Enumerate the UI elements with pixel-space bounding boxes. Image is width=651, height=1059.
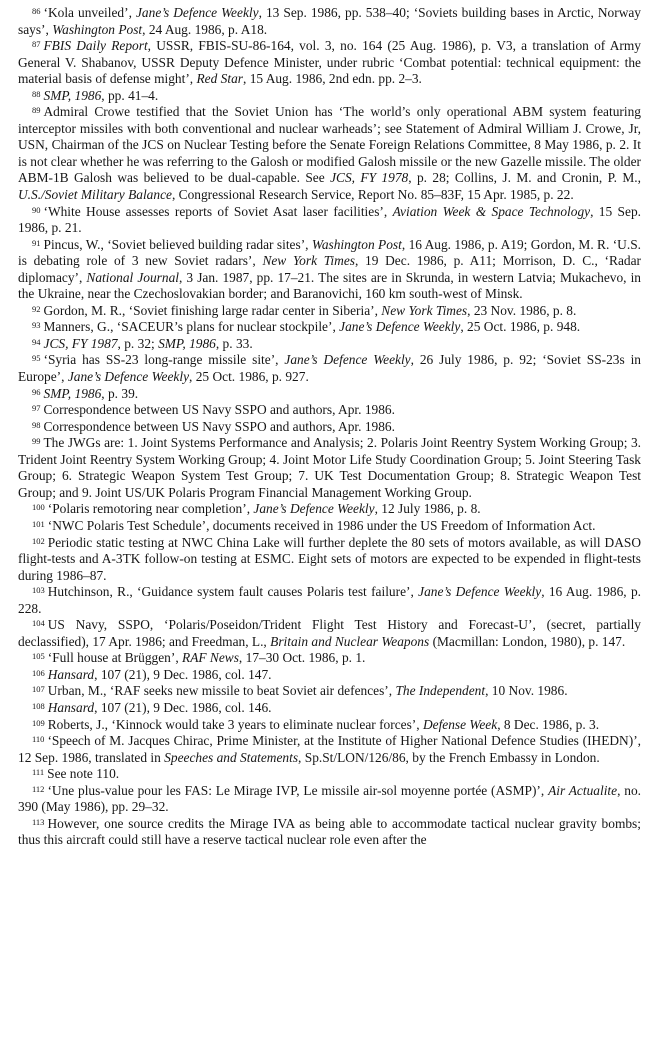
- endnote-number: 86: [32, 6, 41, 16]
- endnote-number: 92: [32, 303, 41, 314]
- endnote-text: , 3 Jan. 1987, pp. 17–21. The sites are in Skrunda, in western Latvia; Mukachevo, in the Ukraine, near the Czechoslovakian border; and Baranovichi, 160 km south-west of Minsk.: [18, 269, 641, 302]
- endnote-italic-title: Jane’s Defence Weekly: [418, 584, 542, 600]
- endnote-number: 87: [32, 39, 41, 50]
- endnote-italic-title: SMP, 1986: [43, 385, 102, 401]
- endnote-number: 108: [32, 700, 45, 711]
- endnote-number: 112: [32, 783, 45, 794]
- endnote-number: 91: [32, 237, 41, 248]
- endnote-text: , Sp.St/LON/126/86, by the French Embassy in London.: [298, 749, 600, 765]
- endnote-number: 107: [32, 684, 45, 695]
- endnote-italic-title: U.S./Soviet Military Balance: [18, 187, 172, 203]
- endnote-italic-title: Red Star: [196, 71, 243, 87]
- endnote-italic-title: SMP, 1986: [158, 335, 216, 351]
- endnote-91: [18, 237, 641, 303]
- endnote-text: (Macmillan: London, 1980), p. 147.: [429, 633, 626, 649]
- endnote-107: [18, 683, 641, 700]
- endnote-text: , no. 390 (May 1986), pp. 29–32.: [18, 782, 641, 815]
- endnote-number: 95: [32, 353, 41, 364]
- endnote-text: , 24 Aug. 1986, p. A18.: [142, 21, 268, 37]
- endnote-90: [18, 204, 641, 237]
- endnote-92: [18, 303, 641, 320]
- endnote-text: , 107 (21), 9 Dec. 1986, col. 146.: [94, 699, 272, 715]
- endnote-italic-title: FBIS Daily Report: [43, 38, 148, 54]
- endnote-text: ‘White House assesses reports of Soviet Asat laser facilities’,: [43, 203, 393, 219]
- endnote-italic-title: Hansard: [47, 699, 95, 715]
- endnote-text: Manners, G., ‘SACEUR’s plans for nuclear stockpile’,: [43, 319, 340, 335]
- endnote-italic-title: Air Actualite: [548, 782, 618, 798]
- endnote-text: , Congressional Research Service, Report No. 85–83F, 15 Apr. 1985, p. 22.: [171, 187, 574, 203]
- endnote-100: [18, 501, 641, 518]
- endnote-text: Correspondence between US Navy SSPO and authors, Apr. 1986.: [43, 418, 395, 434]
- endnote-86: [18, 5, 641, 38]
- endnote-italic-title: New York Times: [381, 302, 468, 318]
- endnote-number: 109: [32, 717, 45, 728]
- endnote-italic-title: JCS, FY 1987: [43, 335, 118, 351]
- endnote-102: [18, 535, 641, 585]
- endnote-108: [18, 700, 641, 717]
- endnote-text: Periodic static testing at NWC China Lake will further deplete the 80 sets of motors available, as will DASO flight-tests and A-3TK follow-on testing at ESMC. Eight sets of motors are expected to be expended in flight-tests during 1986–87.: [18, 534, 641, 583]
- endnote-text: , 107 (21), 9 Dec. 1986, col. 147.: [94, 666, 272, 682]
- endnote-italic-title: Washington Post: [52, 21, 143, 37]
- endnote-87: [18, 38, 641, 88]
- endnote-italic-title: Jane’s Defence Weekly: [284, 352, 411, 368]
- endnote-112: [18, 783, 641, 816]
- endnote-italic-title: Jane’s Defence Weekly: [253, 501, 375, 517]
- endnote-98: [18, 419, 641, 436]
- endnote-101: [18, 518, 641, 535]
- endnote-text: , 23 Nov. 1986, p. 8.: [467, 302, 577, 318]
- endnote-italic-title: Washington Post: [311, 236, 402, 252]
- endnote-number: 88: [32, 88, 41, 99]
- endnote-text: Roberts, J., ‘Kinnock would take 3 years to eliminate nuclear forces’,: [47, 716, 423, 732]
- endnote-text: , 15 Sep. 1986, p. 21.: [18, 203, 641, 236]
- endnote-text: , p. 32;: [117, 335, 159, 351]
- endnote-106: [18, 667, 641, 684]
- endnote-text: , 13 Sep. 1986, pp. 538–40; ‘Soviets building bases in Arctic, Norway says’,: [18, 5, 642, 37]
- endnote-text: Gordon, M. R., ‘Soviet finishing large radar center in Siberia’,: [43, 302, 382, 318]
- endnote-number: 110: [32, 734, 45, 745]
- endnote-italic-title: SMP, 1986: [43, 87, 102, 103]
- endnote-103: [18, 584, 641, 617]
- endnote-text: , 17–30 Oct. 1986, p. 1.: [238, 650, 366, 666]
- endnote-text: ‘Kola unveiled’,: [43, 5, 136, 20]
- endnote-italic-title: Aviation Week & Space Technology: [392, 203, 591, 219]
- endnote-number: 103: [32, 585, 45, 596]
- endnote-97: [18, 402, 641, 419]
- endnote-89: [18, 104, 641, 203]
- endnote-text: , pp. 41–4.: [101, 87, 159, 103]
- endnote-99: [18, 435, 641, 501]
- endnote-number: 105: [32, 651, 45, 662]
- endnote-number: 98: [32, 419, 41, 430]
- endnote-text: , 15 Aug. 1986, 2nd edn. pp. 2–3.: [243, 71, 422, 87]
- endnote-number: 104: [32, 618, 45, 629]
- endnote-number: 93: [32, 320, 41, 331]
- endnote-113: [18, 816, 641, 849]
- endnote-italic-title: Hansard: [47, 666, 95, 682]
- endnote-text: , p. 33.: [215, 335, 253, 351]
- endnote-number: 90: [32, 204, 41, 215]
- endnote-text: ‘Speech of M. Jacques Chirac, Prime Minister, at the Institute of Higher National Defence Studies (IHEDN)’, 12 Sep. 1986, translated in: [18, 733, 641, 765]
- endnote-text: ‘NWC Polaris Test Schedule’, documents received in 1986 under the US Freedom of Information Act.: [47, 517, 596, 533]
- endnote-105: [18, 650, 641, 667]
- endnote-text: , p. 39.: [101, 385, 139, 401]
- endnote-text: ‘Full house at Brüggen’,: [47, 650, 183, 666]
- endnote-italic-title: Defense Week: [422, 716, 498, 732]
- endnote-italic-title: New York Times: [262, 253, 355, 269]
- endnote-text: , 8 Dec. 1986, p. 3.: [497, 716, 600, 732]
- endnote-italic-title: The Independent: [395, 683, 486, 699]
- endnote-number: 97: [32, 403, 41, 414]
- endnote-text: , 10 Nov. 1986.: [485, 683, 568, 699]
- endnote-number: 99: [32, 436, 41, 447]
- endnote-italic-title: Jane’s Defence Weekly: [67, 369, 190, 385]
- endnote-text: , 12 July 1986, p. 8.: [374, 501, 481, 517]
- endnote-text: , 25 Oct. 1986, p. 927.: [189, 369, 309, 385]
- endnote-text: See note 110.: [47, 766, 120, 782]
- endnote-93: [18, 319, 641, 336]
- endnote-italic-title: Jane’s Defence Weekly: [135, 5, 259, 20]
- endnote-111: [18, 766, 641, 783]
- endnote-text: , 16 Aug. 1986, p. 228.: [18, 584, 641, 616]
- endnote-109: [18, 717, 641, 734]
- endnote-96: [18, 386, 641, 403]
- endnote-text: The JWGs are: 1. Joint Systems Performance and Analysis; 2. Polaris Joint Reentry System Working Group; 3. Trident Joint Reentry System Working Group; 4. Joint Motor Life Study Coordination Group; 5. Joint Steering Task Group; 6. Strategic Weapon System Test Group; 7. UK Test Documentation Group; 8. Strategic Weapon Test Group; and 9. Joint US/UK Polaris Program Financial Management Working Group.: [18, 435, 641, 500]
- endnote-88: [18, 88, 641, 105]
- endnote-text: Hutchinson, R., ‘Guidance system fault causes Polaris test failure’,: [47, 584, 419, 600]
- endnote-95: [18, 352, 641, 385]
- endnote-text: , USSR, FBIS-SU-86-164, vol. 3, no. 164 (25 Aug. 1986), p. V3, a translation of Army General V. Shabanov, USSR Deputy Defence Minister, under rubric ‘Combat potential: technical equipment: the material basis of defense might’,: [18, 38, 641, 87]
- endnote-number: 94: [32, 336, 41, 347]
- endnote-number: 101: [32, 518, 45, 529]
- endnote-110: [18, 733, 641, 766]
- endnote-italic-title: Jane’s Defence Weekly: [339, 319, 461, 335]
- endnote-italic-title: National Journal: [86, 269, 180, 285]
- endnote-text: Urban, M., ‘RAF seeks new missile to beat Soviet air defences’,: [47, 683, 396, 699]
- endnote-text: ‘Une plus-value pour les FAS: Le Mirage IVP, Le missile air-sol moyenne portée (ASMP)’,: [47, 782, 549, 798]
- endnote-italic-title: JCS, FY 1978: [330, 170, 409, 186]
- endnote-text: ‘Syria has SS-23 long-range missile site’,: [43, 352, 285, 368]
- endnote-number: 89: [32, 105, 41, 116]
- endnote-number: 102: [32, 535, 45, 546]
- endnote-number: 106: [32, 667, 45, 678]
- endnote-text: However, one source credits the Mirage IVA as being able to accommodate tactical nuclear gravity bombs; thus this aircraft could still have a reserve tactical nuclear role even after the: [18, 815, 641, 848]
- endnote-italic-title: Britain and Nuclear Weapons: [270, 633, 430, 649]
- endnote-text: , 26 July 1986, p. 92; ‘Soviet SS-23s in Europe’,: [18, 352, 641, 385]
- endnote-italic-title: Speeches and Statements: [164, 749, 299, 765]
- endnote-text: Pincus, W., ‘Soviet believed building radar sites’,: [43, 236, 312, 252]
- endnote-text: , 19 Dec. 1986, p. A11; Morrison, D. C., ‘Radar diplomacy’,: [18, 253, 641, 285]
- endnote-number: 113: [32, 816, 45, 827]
- endnote-italic-title: RAF News: [182, 650, 239, 666]
- endnote-text: Correspondence between US Navy SSPO and authors, Apr. 1986.: [43, 402, 395, 418]
- endnote-text: , 25 Oct. 1986, p. 948.: [460, 319, 581, 335]
- endnote-text: Admiral Crowe testified that the Soviet Union has ‘The world’s only operational ABM system featuring interceptor missiles with both conventional and nuclear warheads’; see Statement of Admiral William J. Crowe, Jr, USN, Chairman of the JCS on Nuclear Testing before the Senate Foreign Relations Committee, 8 May 1986, p. 2. It is not clear whether he was referring to the Galosh or modified Galosh missile or the new Gazelle missile. The older ABM-1B Galosh was believed to be dual-capable. See: [18, 104, 641, 186]
- endnote-number: 100: [32, 502, 45, 513]
- endnote-number: 111: [32, 767, 45, 778]
- endnote-text: ‘Polaris remotoring near completion’,: [47, 501, 254, 517]
- endnote-text: , 16 Aug. 1986, p. A19; Gordon, M. R. ‘U.S. is debating role of 3 new Soviet radars’,: [18, 236, 641, 269]
- endnote-104: [18, 617, 641, 650]
- endnote-text: US Navy, SSPO, ‘Polaris/Poseidon/Trident Flight Test History and Forecast-U’, (secret, partially declassified), 17 Apr. 1986; and Freedman, L.,: [18, 617, 641, 649]
- endnote-text: , p. 28; Collins, J. M. and Cronin, P. M.,: [408, 170, 641, 186]
- endnote-number: 96: [32, 386, 41, 397]
- endnote-94: [18, 336, 641, 353]
